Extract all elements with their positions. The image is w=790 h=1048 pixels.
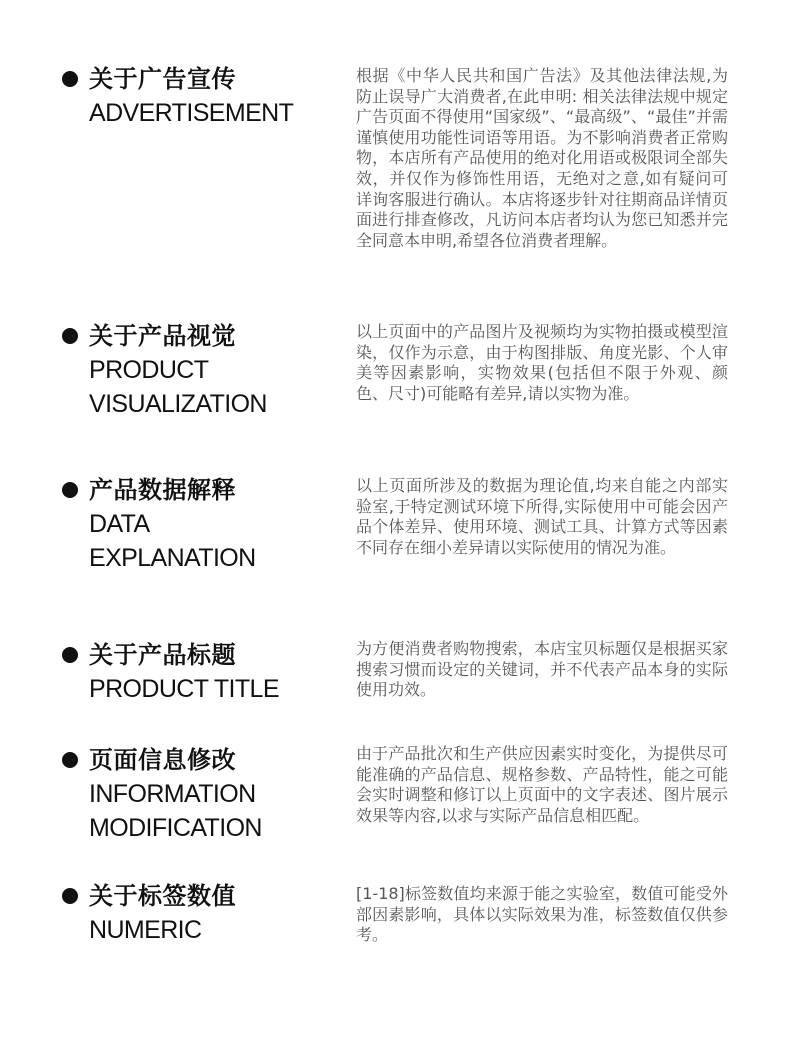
- section-description: 以上页面中的产品图片及视频均为实物拍摄或模型渲染，仅作为示意，由于构图排版、角度光影、个人审美等因素影响，实物效果(包括但不限于外观、颜色、尺寸)可能略有差异,请以实物为准。: [356, 322, 728, 403]
- section-description: 以上页面所涉及的数据为理论值,均来自能之内部实验室,于特定测试环境下所得,实际使用中可能会因产品个体差异、使用环境、测试工具、计算方式等因素不同存在细小差异请以实际使用的情况为准。: [356, 476, 728, 557]
- bullet-dot: [62, 482, 78, 498]
- title-english: [89, 507, 339, 575]
- section-description: 根据《中华人民共和国广告法》及其他法律法规,为防止误导广大消费者,在此申明: 相关法律法规中规定广告页面不得使用“国家级”、“最高级”、“最佳”并需谨慎使用功能性词语等用语。为不影响消费者正常购物，本店所有产品使用的绝对化用语或极限词全部失效，并仅作为修饰性用语，无绝对之意,如有疑问可详询客服进行确认。本店将逐步针对往期商品详情页面进行排查修改，凡访问本店者均认为您已知悉并完全同意本申明,希望各位消费者理解。: [356, 66, 728, 250]
- bullet-dot: [62, 647, 78, 663]
- title-chinese: 关于产品视觉: [89, 322, 236, 350]
- title-chinese: 产品数据解释: [89, 476, 236, 504]
- title-english-line: INFORMATION: [89, 780, 256, 808]
- section-description: 由于产品批次和生产供应因素实时变化，为提供尽可能准确的产品信息、规格参数、产品特性，能之可能会实时调整和修订以上页面中的文字表述、图片展示效果等内容,以求与实际产品信息相匹配。: [356, 744, 728, 825]
- title-english-line: MODIFICATION: [89, 814, 262, 842]
- title-chinese: 关于标签数值: [89, 882, 236, 910]
- section-title: [89, 473, 339, 575]
- bullet-dot: [62, 888, 78, 904]
- bullet-dot: [62, 752, 78, 768]
- title-chinese: 页面信息修改: [89, 746, 236, 774]
- title-english: PRODUCT TITLE: [89, 675, 279, 703]
- title-english-line: PRODUCT: [89, 356, 209, 384]
- title-english-line: DATA: [89, 510, 150, 538]
- section-description: [1-18]标签数值均来源于能之实验室，数值可能受外部因素影响，具体以实际效果为准，标签数值仅供参考。: [356, 884, 728, 945]
- title-chinese: 关于产品标题: [89, 641, 236, 669]
- title-english: [89, 777, 339, 845]
- title-english-line: VISUALIZATION: [89, 390, 267, 418]
- section-title: [89, 319, 339, 421]
- bullet-dot: [62, 71, 78, 87]
- section-title: [89, 638, 339, 706]
- title-english: ADVERTISEMENT: [89, 99, 294, 127]
- section-title: [89, 879, 339, 947]
- title-english-line: EXPLANATION: [89, 544, 256, 572]
- title-chinese: 关于广告宣传: [89, 65, 236, 93]
- section-title: [89, 743, 339, 845]
- section-description: 为方便消费者购物搜索，本店宝贝标题仅是根据买家搜索习惯而设定的关键词，并不代表产品本身的实际使用功效。: [356, 639, 728, 700]
- title-english: [89, 353, 339, 421]
- bullet-dot: [62, 328, 78, 344]
- title-english: NUMERIC: [89, 916, 202, 944]
- section-title: [89, 62, 339, 130]
